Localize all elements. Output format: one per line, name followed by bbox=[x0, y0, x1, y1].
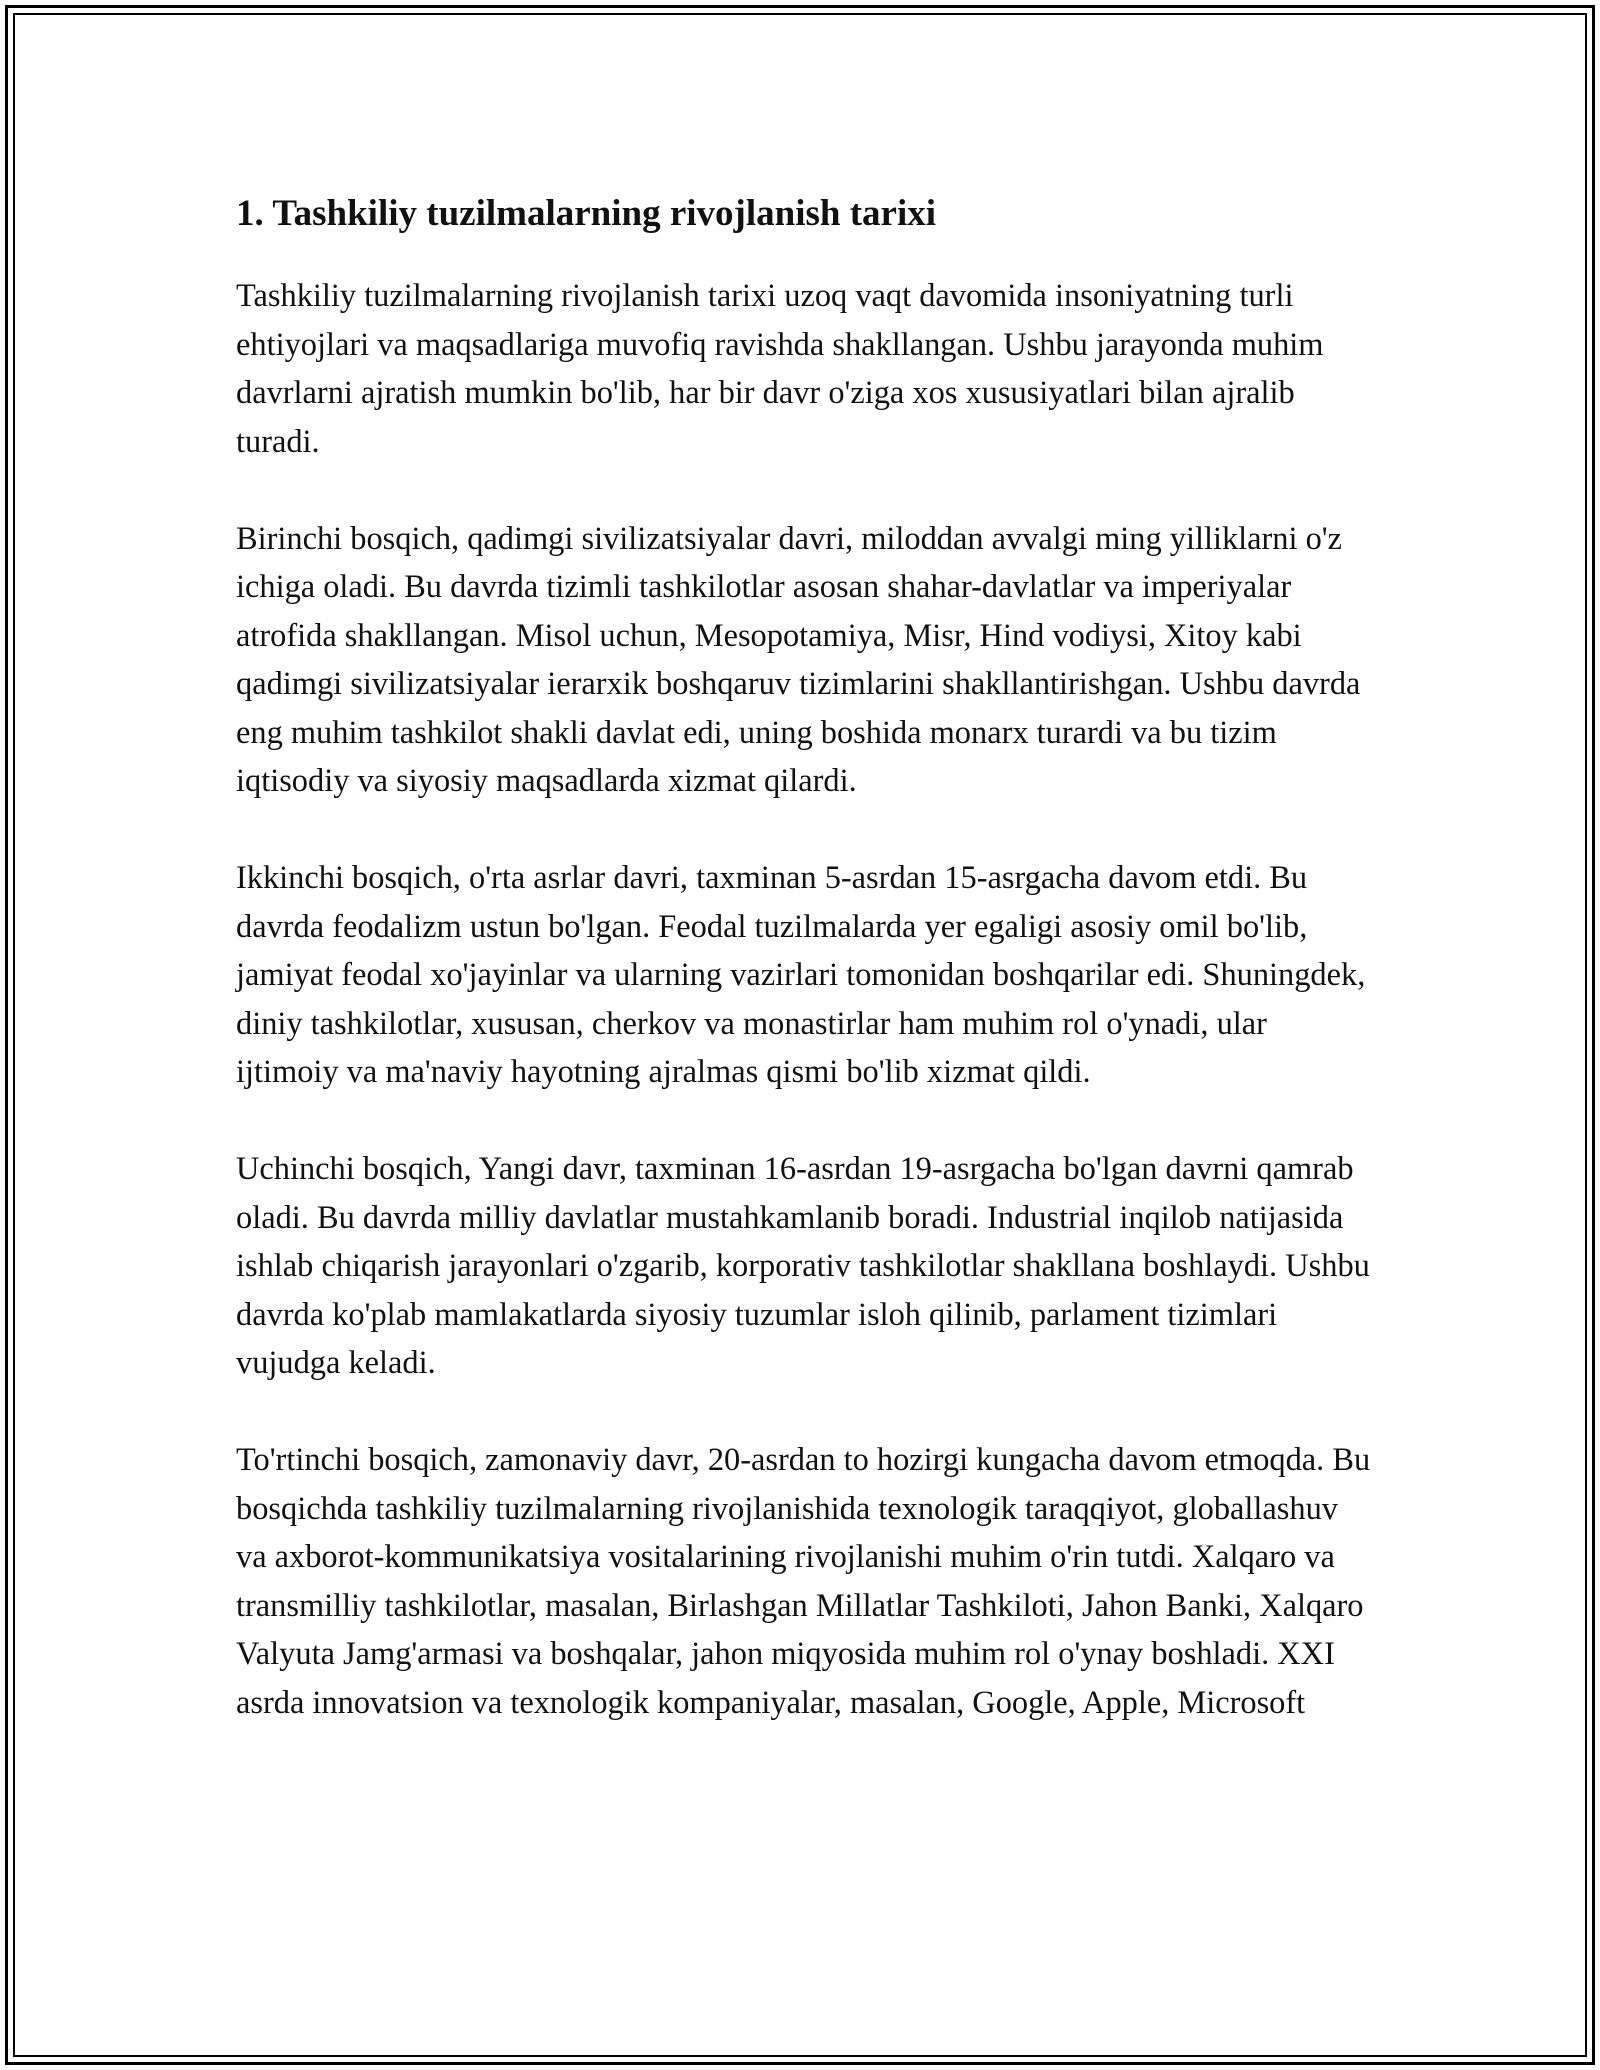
paragraph-intro: Tashkiliy tuzilmalarning rivojlanish tarixi uzoq vaqt davomida insoniyatning turli ehtiyojlari va maqsadlariga muvofiq ravishda shakllangan. Ushbu jarayonda muhim davrlarni ajratish mumkin bo'lib, har bir davr o'ziga xos xususiyatlari bilan ajralib turadi. bbox=[236, 278, 1324, 460]
paragraph-fourth-stage: To'rtinchi bosqich, zamonaviy davr, 20-asrdan to hozirgi kungacha davom etmoqda. Bu bosqichda tashkiliy tuzilmalarning rivojlanishida texnologik taraqqiyot, globallashuv va axborot-kommunikatsiya vositalarining rivojlanishi muhim o'rin tutdi. Xalqaro va transmilliy tashkilotlar, masalan, Birlashgan Millatlar Tashkiloti, Jahon Banki, Xalqaro Valyuta Jamg'armasi va boshqalar, jahon miqyosida muhim rol o'ynay boshladi. XXI asrda innovatsion va texnologik kompaniyalar, masalan, Google, Apple, Microsoft bbox=[236, 1442, 1371, 1721]
paragraph-first-stage: Birinchi bosqich, qadimgi sivilizatsiyalar davri, miloddan avvalgi ming yilliklarni o'z ichiga oladi. Bu davrda tizimli tashkilotlar asosan shahar-davlatlar va imperiyalar atrofida shakllangan. Misol uchun, Mesopotamiya, Misr, Hind vodiysi, Xitoy kabi qadimgi sivilizatsiyalar ierarxik boshqaruv tizimlarini shakllantirishgan. Ushbu davrda eng muhim tashkilot shakli davlat edi, uning boshida monarx turardi va bu tizim iqtisodiy va siyosiy maqsadlarda xizmat qilardi. bbox=[236, 520, 1361, 799]
paragraph-second-stage: Ikkinchi bosqich, o'rta asrlar davri, taxminan 5-asrdan 15-asrgacha davom etdi. Bu davrda feodalizm ustun bo'lgan. Feodal tuzilmalarda yer egaligi asosiy omil bo'lib, jamiyat feodal xo'jayinlar va ularning vazirlari tomonidan boshqarilar edi. Shuningdek, diniy tashkilotlar, xususan, cherkov va monastirlar ham muhim rol o'ynadi, ular ijtimoiy va ma'naviy hayotning ajralmas qismi bo'lib xizmat qildi. bbox=[236, 860, 1366, 1090]
section-title: 1. Tashkiliy tuzilmalarning rivojlanish tarixi bbox=[236, 193, 937, 234]
paragraph-third-stage: Uchinchi bosqich, Yangi davr, taxminan 16-asrdan 19-asrgacha bo'lgan davrni qamrab oladi. Bu davrda milliy davlatlar mustahkamlanib boradi. Industrial inqilob natijasida ishlab chiqarish jarayonlari o'zgarib, korporativ tashkilotlar shakllana boshlaydi. Ushbu davrda ko'plab mamlakatlarda siyosiy tuzumlar isloh qilinib, parlament tizimlari vujudga keladi. bbox=[236, 1151, 1370, 1381]
document-body bbox=[236, 186, 1376, 1727]
